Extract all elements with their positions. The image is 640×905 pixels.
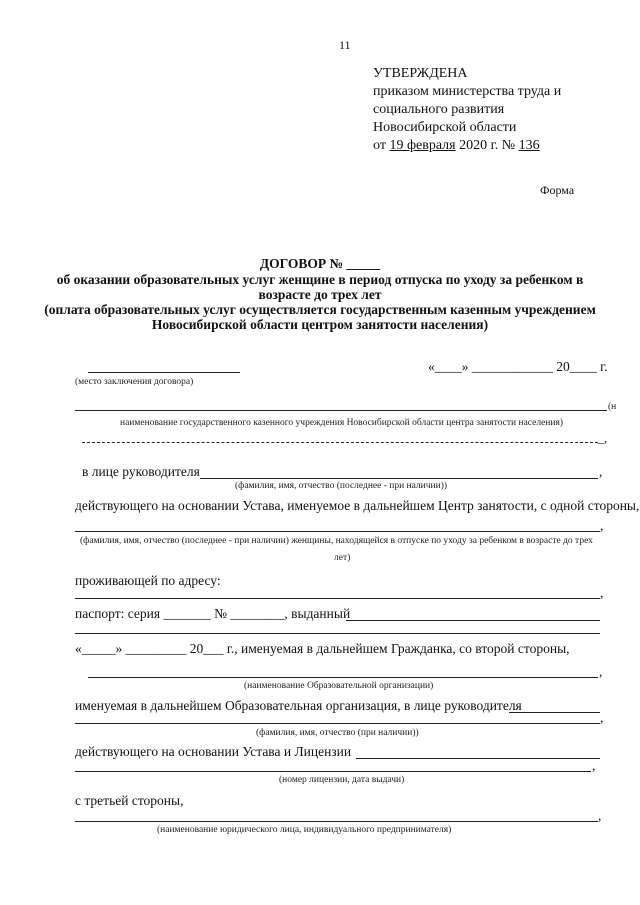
approval-order-number: 136 — [518, 138, 540, 153]
license-continuation-blank[interactable] — [75, 771, 591, 772]
place-caption: (место заключения договора) — [75, 377, 194, 387]
paren-open: (н — [608, 402, 617, 412]
third-party-text: с третьей стороны, — [75, 793, 184, 808]
director-label: в лице руководителя — [82, 464, 200, 479]
fio-caption: (фамилия, имя, отчество (последнее - при наличии)) — [235, 481, 448, 491]
entity-caption: (наименование юридического лица, индивидуального предпринимателя) — [157, 825, 452, 835]
edu-director-blank[interactable] — [509, 712, 600, 713]
director-blank[interactable] — [200, 478, 598, 479]
center-org-blank[interactable] — [75, 410, 607, 411]
title-line: Новосибирской области центром занятости населения) — [151, 317, 489, 332]
edu-org-text: именуемая в дальнейшем Образовательная организация, в лице руководителя — [75, 698, 522, 713]
comma: , — [600, 585, 604, 600]
issued-by-continuation-blank[interactable] — [75, 633, 600, 634]
approval-line: социального развития — [373, 102, 505, 117]
comma: , — [600, 710, 604, 725]
title-line: об оказании образовательных услуг женщине в период отпуска по уходу за ребенком в — [56, 272, 584, 287]
license-blank[interactable] — [356, 758, 600, 759]
issued-by-blank[interactable] — [346, 620, 600, 621]
license-caption: (номер лицензии, дата выдачи) — [279, 775, 405, 785]
approval-date-mid: 2020 г. № — [455, 138, 519, 153]
woman-caption: (фамилия, имя, отчество (последнее - при наличии) женщины, находящейся в отпуске по уходу за ребенком в возрасте до трех — [80, 536, 593, 546]
license-text: действующего на основании Устава и Лицензии — [75, 744, 352, 759]
comma: , — [599, 464, 603, 479]
title-line: ДОГОВОР № _____ — [259, 256, 381, 271]
comma: , — [599, 664, 603, 679]
edu-org-blank[interactable] — [88, 677, 598, 678]
approval-heading: УТВЕРЖДЕНА — [373, 66, 468, 81]
basis-text: действующего на основании Устава, именуемое в дальнейшем Центр занятости, с одной стороны, — [75, 498, 640, 513]
line-tail: _, — [598, 431, 607, 445]
edu-org-caption: (наименование Образовательной организации) — [244, 681, 434, 691]
title-line: возрасте до трех лет — [258, 287, 382, 302]
address-blank[interactable] — [75, 598, 600, 599]
address-label: проживающей по адресу: — [75, 573, 221, 588]
entity-blank[interactable] — [75, 821, 598, 822]
comma: , — [592, 758, 596, 773]
fio-caption-2: (фамилия, имя, отчество (при наличии)) — [256, 728, 419, 738]
approval-date-line — [373, 138, 540, 154]
woman-caption-end: лет) — [334, 553, 351, 563]
title-line: (оплата образовательных услуг осуществляется государственным казенным учреждением — [44, 302, 596, 317]
approval-date-value: 19 февраля — [389, 138, 456, 153]
approval-line: приказом министерства труда и — [373, 84, 562, 99]
approval-line: Новосибирской области — [373, 120, 517, 135]
center-org-caption: наименование государственного казенного учреждения Новосибирской области центра занятости населения) — [120, 418, 564, 428]
center-org-continuation-blank[interactable] — [82, 442, 598, 443]
approval-date-prefix: от — [373, 138, 390, 153]
form-label: Форма — [540, 183, 575, 197]
comma: , — [598, 808, 602, 823]
place-blank[interactable] — [88, 372, 240, 373]
passport-text: паспорт: серия _______ № ________, выданный — [75, 606, 351, 621]
issued-date-text: «_____» _________ 20___ г., именуемая в дальнейшем Гражданка, со второй стороны, — [75, 641, 570, 656]
comma: , — [600, 518, 604, 533]
woman-name-blank[interactable] — [75, 531, 600, 532]
contract-date: «____» ____________ 20____ г. — [428, 359, 608, 374]
page-number: 11 — [339, 38, 351, 52]
edu-director-continuation-blank[interactable] — [75, 723, 600, 724]
